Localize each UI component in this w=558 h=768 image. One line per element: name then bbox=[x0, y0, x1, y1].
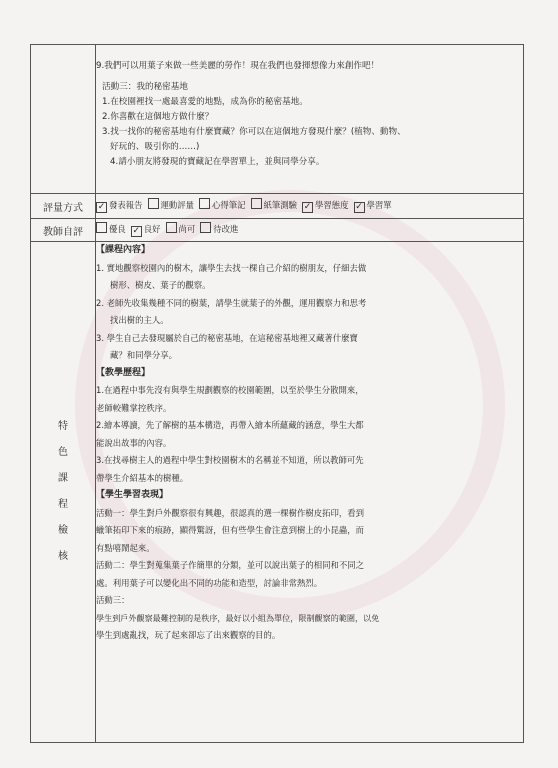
lesson-plan-table bbox=[30, 44, 524, 743]
activity-row bbox=[31, 45, 524, 194]
self-eval-row bbox=[31, 219, 524, 242]
self-eval-option[interactable]: ✓ 良好 bbox=[132, 224, 161, 236]
activity-line-9: 9.我們可以用葉子來做一些美麗的勞作！現在我們也發揮想像力來創作吧！ bbox=[96, 61, 380, 71]
review-label-char: 課 bbox=[58, 473, 68, 484]
learn-line: 活動一：學生對戶外觀察很有興趣，很認真的選一棵樹作樹皮拓印，看到 bbox=[96, 507, 364, 518]
assessment-option[interactable]: 紙筆測驗 bbox=[251, 200, 298, 210]
activity3-item: 4.請小朋友將發現的寶藏記在學習單上，並與同學分享。 bbox=[110, 157, 325, 167]
course-line: 1. 實地觀察校園內的樹木，讓學生去找一棵自己介紹的樹朋友，仔細去做 bbox=[96, 262, 367, 273]
teach-line: 2.繪本導讀，先了解樹的基本構造，再帶入繪本所蘊藏的涵意，學生大都 bbox=[96, 420, 364, 430]
activity-content-cell bbox=[96, 45, 524, 194]
checkbox[interactable]: ✓ bbox=[355, 202, 363, 212]
self-eval-options bbox=[96, 219, 524, 242]
learn-line: 活動二：學生對蒐集葉子作簡單的分類，並可以說出葉子的相同和不同之 bbox=[96, 560, 364, 570]
checkbox[interactable]: ✓ bbox=[97, 202, 106, 212]
assessment-option[interactable]: ✓ 學習態度 bbox=[303, 200, 349, 212]
activity3-item: 2.你喜歡在這個地方做什麼？ bbox=[102, 112, 214, 122]
assessment-option[interactable]: 運動評量 bbox=[148, 200, 195, 210]
assessment-option[interactable]: 心得筆記 bbox=[199, 200, 246, 210]
learn-line: 處。利用葉子可以變化出不同的功能和造型，討論非常熱烈。 bbox=[96, 577, 323, 588]
checkbox[interactable] bbox=[148, 198, 159, 209]
course-line: 2. 老師先收集幾種不同的樹葉，請學生就葉子的外觀，運用觀察力和思考 bbox=[96, 297, 367, 308]
teach-line: 帶學生介紹基本的樹種。 bbox=[96, 472, 189, 483]
checkbox[interactable] bbox=[251, 198, 262, 209]
assessment-label: 評量方式 bbox=[31, 194, 96, 219]
course-line: 樹形、樹皮、葉子的觀察。 bbox=[110, 280, 211, 290]
course-line: 3. 學生自己去發現屬於自己的秘密基地，在這秘密基地裡又藏著什麼寶 bbox=[96, 332, 358, 343]
review-row bbox=[31, 242, 524, 743]
review-label-char: 程 bbox=[58, 499, 68, 510]
activity3-item: 3.找一找你的秘密基地有什麼寶藏？你可以在這個地方發現什麼？(植物、動物、 bbox=[102, 127, 406, 137]
assessment-options bbox=[96, 194, 524, 219]
review-label-char: 色 bbox=[58, 447, 68, 458]
learn-line: 有點嘻鬧起來。 bbox=[96, 542, 155, 553]
learn-line: 學生到處亂找，玩了起來卻忘了出來觀察的目的。 bbox=[96, 630, 281, 640]
teach-line: 3.在找尋樹主人的過程中學生對校園樹木的名稱並不知道，所以教師可先 bbox=[96, 455, 364, 465]
activity-label-cell bbox=[31, 45, 96, 194]
learn-heading: 【學生學習表現】 bbox=[96, 490, 169, 500]
review-label-char: 特 bbox=[58, 421, 68, 432]
learn-line: 學生到戶外觀察最難控制的是秩序，最好以小組為單位，限制觀察的範圍，以免 bbox=[96, 612, 380, 623]
checkbox[interactable] bbox=[166, 222, 177, 233]
activity3-title: 活動三：我的秘密基地 bbox=[102, 82, 188, 92]
activity3-item: 好玩的、吸引你的……) bbox=[110, 142, 200, 152]
review-label-cell bbox=[31, 242, 96, 743]
course-line: 找出樹的主人。 bbox=[110, 315, 169, 325]
assessment-option[interactable]: ✓ 學習單 bbox=[355, 200, 392, 212]
self-eval-option[interactable]: 待改進 bbox=[200, 224, 238, 234]
checkbox[interactable] bbox=[200, 222, 211, 233]
review-label-char: 核 bbox=[58, 551, 68, 562]
review-content-cell bbox=[96, 242, 524, 743]
self-eval-option[interactable]: 尚可 bbox=[166, 224, 196, 234]
checkbox[interactable]: ✓ bbox=[303, 202, 312, 212]
activity3-item: 1.在校園裡找一處最喜愛的地點，成為你的秘密基地。 bbox=[102, 97, 308, 107]
self-eval-option[interactable]: 優良 bbox=[96, 224, 126, 234]
course-line: 藏？和同學分享。 bbox=[110, 350, 177, 360]
self-eval-label: 教師自評 bbox=[31, 219, 96, 242]
teach-heading: 【教學歷程】 bbox=[96, 367, 151, 378]
course-heading: 【課程內容】 bbox=[96, 245, 151, 255]
assessment-option[interactable]: ✓ 發表報告 bbox=[97, 200, 143, 212]
teach-line: 1.在過程中事先沒有與學生規劃觀察的校園範圍，以至於學生分散開來， bbox=[96, 385, 364, 395]
assessment-row bbox=[31, 194, 524, 219]
review-label-char: 檢 bbox=[58, 525, 68, 536]
teach-line: 老師較難掌控秩序。 bbox=[96, 402, 172, 413]
checkbox[interactable] bbox=[199, 198, 210, 209]
teach-line: 能說出故事的內容。 bbox=[96, 437, 172, 448]
checkbox[interactable]: ✓ bbox=[132, 226, 141, 236]
checkbox[interactable] bbox=[96, 222, 107, 233]
learn-line: 蠟筆拓印下來的痕跡，顯得驚訝，但有些學生會注意到樹上的小昆蟲，而 bbox=[96, 525, 364, 535]
learn-line: 活動三： bbox=[96, 595, 130, 605]
